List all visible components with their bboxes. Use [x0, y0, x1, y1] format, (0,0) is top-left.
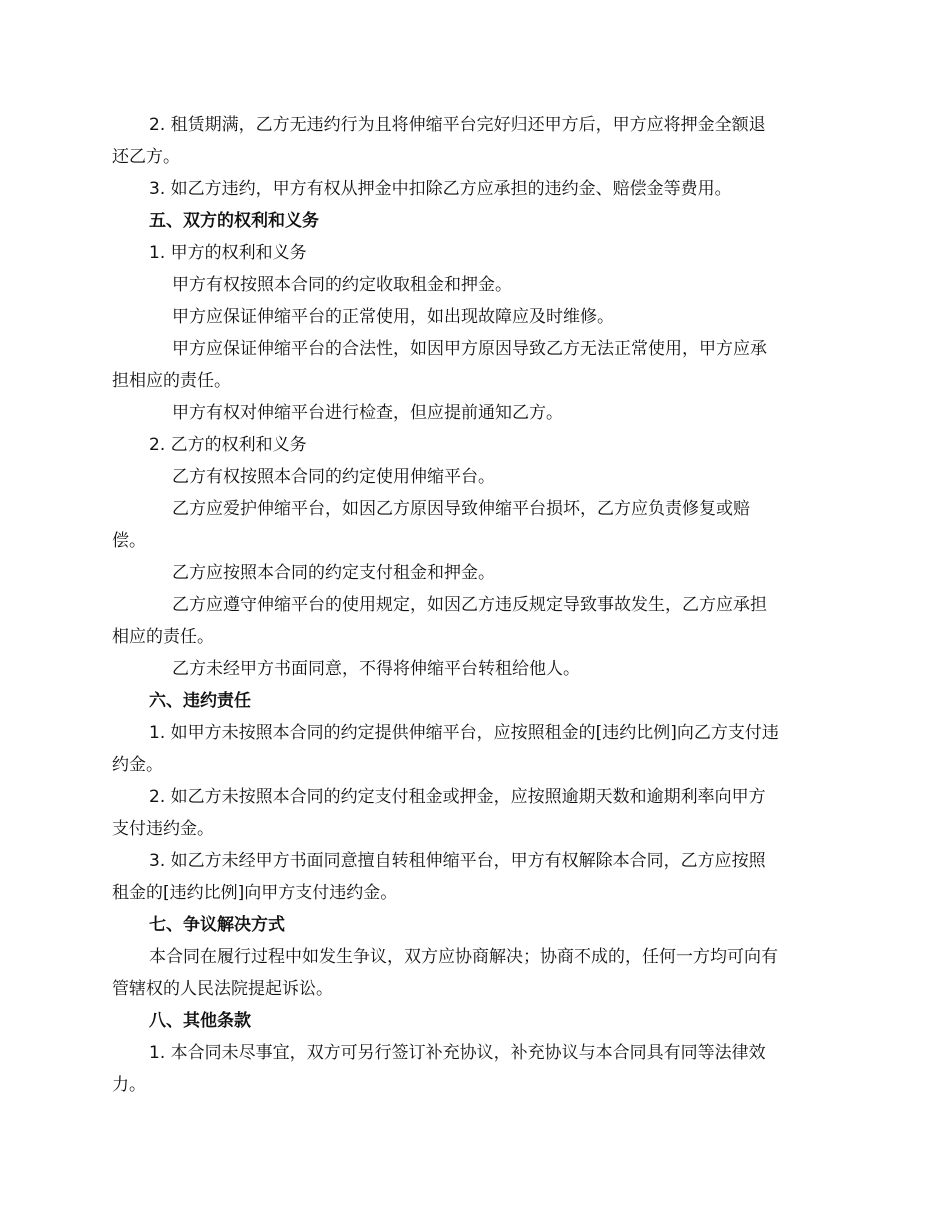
- paragraph-line: 甲方有权对伸缩平台进行检查，但应提前通知乙方。: [172, 403, 563, 423]
- paragraph-line: 1. 本合同未尽事宜，双方可另行签订补充协议，补充协议与本合同具有同等法律效: [149, 1043, 766, 1063]
- paragraph-line: 1. 如甲方未按照本合同的约定提供伸缩平台，应按照租金的[违约比例]向乙方支付违: [149, 723, 779, 743]
- section-heading: 七、争议解决方式: [149, 915, 285, 935]
- paragraph-line: 甲方有权按照本合同的约定收取租金和押金。: [172, 275, 512, 295]
- paragraph-line: 乙方应遵守伸缩平台的使用规定，如因乙方违反规定导致事故发生，乙方应承担: [172, 595, 767, 615]
- paragraph-line: 2. 乙方的权利和义务: [149, 435, 307, 455]
- paragraph-line: 支付违约金。: [112, 819, 214, 839]
- paragraph-line: 乙方应按照本合同的约定支付租金和押金。: [172, 563, 495, 583]
- paragraph-line: 2. 租赁期满，乙方无违约行为且将伸缩平台完好归还甲方后，甲方应将押金全额退: [149, 115, 766, 135]
- paragraph-line: 相应的责任。: [112, 627, 214, 647]
- paragraph-line: 甲方应保证伸缩平台的合法性，如因甲方原因导致乙方无法正常使用，甲方应承: [172, 339, 767, 359]
- paragraph-line: 乙方未经甲方书面同意，不得将伸缩平台转租给他人。: [172, 659, 580, 679]
- paragraph-line: 乙方有权按照本合同的约定使用伸缩平台。: [172, 467, 495, 487]
- paragraph-line: 力。: [112, 1075, 146, 1095]
- section-heading: 八、其他条款: [149, 1011, 251, 1031]
- section-heading: 五、双方的权利和义务: [149, 211, 319, 231]
- paragraph-line: 2. 如乙方未按照本合同的约定支付租金或押金，应按照逾期天数和逾期利率向甲方: [149, 787, 766, 807]
- paragraph-line: 本合同在履行过程中如发生争议，双方应协商解决；协商不成的，任何一方均可向有: [149, 947, 778, 967]
- paragraph-line: 还乙方。: [112, 147, 180, 167]
- paragraph-line: 管辖权的人民法院提起诉讼。: [112, 979, 333, 999]
- section-heading: 六、违约责任: [149, 691, 251, 711]
- paragraph-line: 担相应的责任。: [112, 371, 231, 391]
- paragraph-line: 偿。: [112, 531, 146, 551]
- paragraph-line: 乙方应爱护伸缩平台，如因乙方原因导致伸缩平台损坏，乙方应负责修复或赔: [172, 499, 750, 519]
- paragraph-line: 1. 甲方的权利和义务: [149, 243, 307, 263]
- paragraph-line: 甲方应保证伸缩平台的正常使用，如出现故障应及时维修。: [172, 307, 614, 327]
- document-page: [112, 109, 840, 1101]
- paragraph-line: 3. 如乙方违约，甲方有权从押金中扣除乙方应承担的违约金、赔偿金等费用。: [149, 179, 732, 199]
- paragraph-line: 约金。: [112, 755, 163, 775]
- paragraph-line: 3. 如乙方未经甲方书面同意擅自转租伸缩平台，甲方有权解除本合同，乙方应按照: [149, 851, 766, 871]
- paragraph-line: 租金的[违约比例]向甲方支付违约金。: [112, 883, 398, 903]
